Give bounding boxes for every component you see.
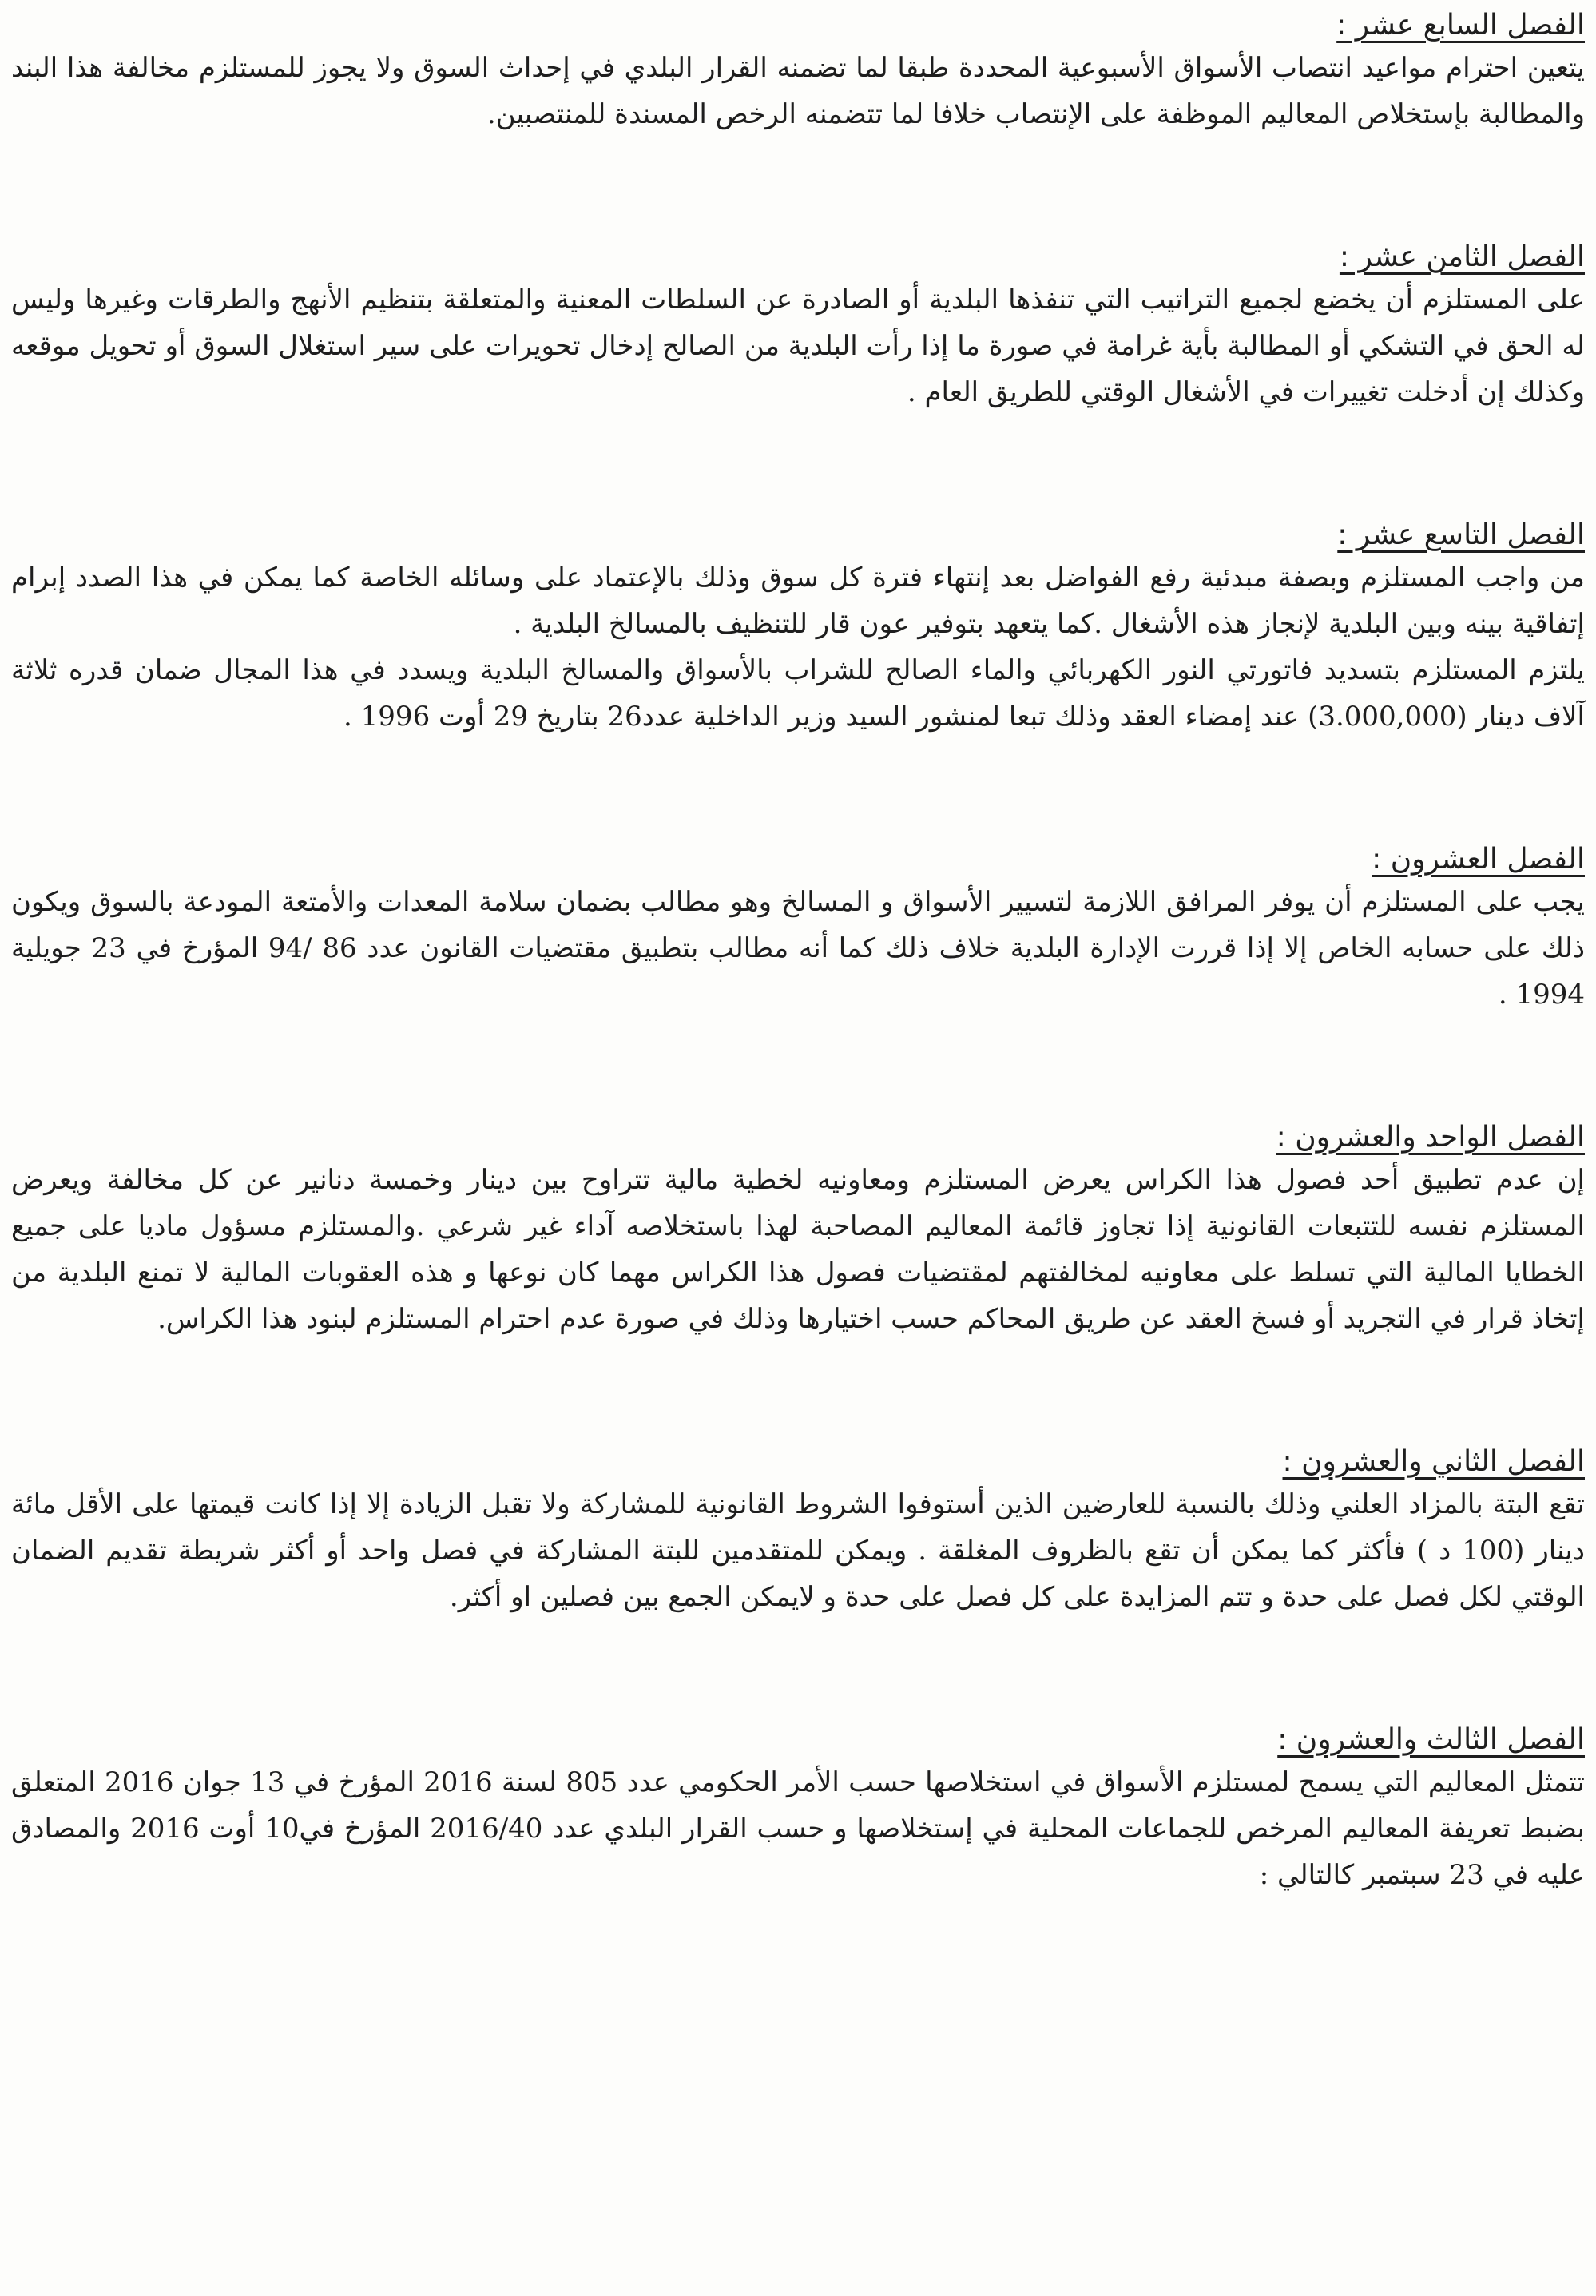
section-paragraph: تقع البتة بالمزاد العلني وذلك بالنسبة للعارضين الذين أستوفوا الشروط القانونية للمشاركة ولا تقبل الزيادة إلا إذا كانت قيمتها على الأقل مائة دينار (100 د ) فأكثر كما يمكن أن تقع بالظروف المغلقة . ويمكن للمتقدمين للبتة المشاركة في فصل واحد أو أكثر شريطة تقديم الضمان الوقتي لكل فصل على حدة و تتم المزايدة على كل فصل على حدة و لايمكن الجمع بين فصلين او أكثر. (11, 1488, 1585, 1613)
section-article-22 (11, 1436, 1585, 1620)
section-heading: الفصل السابع عشر : (1336, 9, 1585, 42)
section-heading: الفصل الواحد والعشرون : (1276, 1121, 1585, 1154)
section-article-20 (11, 834, 1585, 1018)
section-paragraph: تتمثل المعاليم التي يسمح لمستلزم الأسواق في استخلاصها حسب الأمر الحكومي عدد 805 لسنة 2016 المؤرخ في 13 جوان 2016 المتعلق بضبط تعريفة المعاليم المرخص للجماعات المحلية في إستخلاصها و حسب القرار البلدي عدد 2016/40 المؤرخ في10 أوت 2016 والمصادق عليه في 23 سبتمبر كالتالي : (11, 1766, 1586, 1891)
section-paragraph: من واجب المستلزم وبصفة مبدئية رفع الفواضل بعد إنتهاء فترة كل سوق وذلك بالإعتماد على وسائله الخاصة كما يمكن في هذا الصدد إبرام إتفاقية بينه وبين البلدية لإنجاز هذه الأشغال .كما يتعهد بتوفير عون قار للتنظيف بالمسالخ البلدية . (11, 562, 1585, 640)
section-paragraph: يجب على المستلزم أن يوفر المرافق اللازمة لتسيير الأسواق و المسالخ وهو مطالب بضمان سلامة المعدات والأمتعة المودعة بالسوق ويكون ذلك على حسابه الخاص إلا إذا قررت الإدارة البلدية خلاف ذلك كما أنه مطالب بتطبيق مقتضيات القانون عدد 86 /94 المؤرخ في 23 جويلية 1994 . (11, 886, 1585, 1011)
section-paragraph: إن عدم تطبيق أحد فصول هذا الكراس يعرض المستلزم ومعاونيه لخطية مالية تتراوح بين دينار وخمسة دنانير عن كل مخالفة ويعرض المستلزم نفسه للتتبعات القانونية إذا تجاوز قائمة المعاليم المصاحبة لهذا باستخلاصه آداء غير شرعي .والمستلزم مسؤول ماديا على جميع الخطايا المالية التي تسلط على معاونيه لمخالفتهم لمقتضيات فصول هذا الكراس مهما كان نوعها و هذه العقوبات المالية لا تمنع البلدية من إتخاذ قرار في التجريد أو فسخ العقد عن طريق المحاكم حسب اختيارها وذلك في صورة عدم احترام المستلزم لبنود هذا الكراس. (11, 1164, 1585, 1335)
section-heading: الفصل الثامن عشر : (1339, 240, 1585, 273)
section-heading: الفصل الثالث والعشرون : (1277, 1723, 1585, 1756)
section-article-19 (11, 510, 1585, 740)
section-article-23 (11, 1714, 1585, 1898)
section-article-18 (11, 232, 1585, 415)
section-heading: الفصل الثاني والعشرون : (1282, 1445, 1585, 1478)
section-paragraph: يلتزم المستلزم بتسديد فاتورتي النور الكهربائي والماء الصالح للشراب بالأسواق والمسالخ البلدية ويسدد في هذا المجال ضمان قدره ثلاثة آلاف دينار (3.000,000) عند إمضاء العقد وذلك تبعا لمنشور السيد وزير الداخلية عدد26 بتاريخ 29 أوت 1996 . (11, 654, 1585, 733)
section-heading: الفصل العشرون : (1372, 843, 1585, 876)
section-paragraph: على المستلزم أن يخضع لجميع التراتيب التي تنفذها البلدية أو الصادرة عن السلطات المعنية والمتعلقة بتنظيم الأنهج والطرقات وغيرها وليس له الحق في التشكي أو المطالبة بأية غرامة في صورة ما إذا رأت البلدية من الصالح إدخال تحويرات على سير استغلال السوق أو تحويل موقعه وكذلك إن أدخلت تغييرات في الأشغال الوقتي للطريق العام . (11, 284, 1586, 408)
section-heading: الفصل التاسع عشر : (1337, 518, 1585, 551)
document-body (11, 0, 1585, 1898)
section-article-21 (11, 1112, 1585, 1342)
section-paragraph: يتعين احترام مواعيد انتصاب الأسواق الأسبوعية المحددة طبقا لما تضمنه القرار البلدي في إحداث السوق ولا يجوز للمستلزم مخالفة هذا البند والمطالبة بإستخلاص المعاليم الموظفة على الإنتصاب خلافا لما تتضمنه الرخص المسندة للمنتصبين. (11, 52, 1585, 130)
section-article-17 (11, 0, 1585, 137)
